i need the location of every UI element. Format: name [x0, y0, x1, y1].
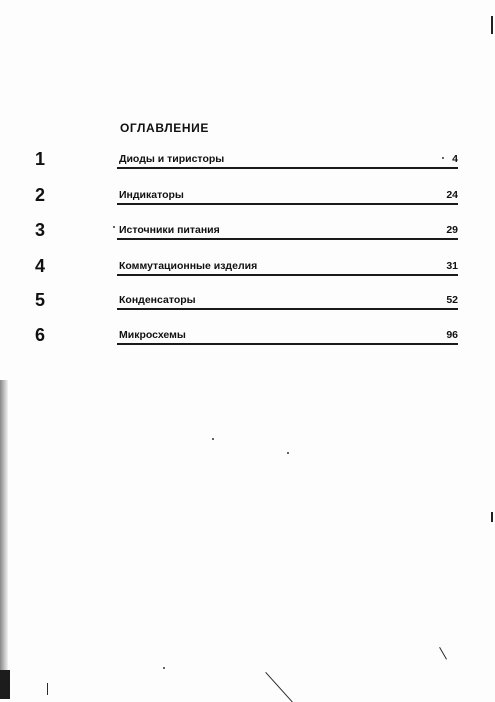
toc-entry-page: 24 [446, 189, 458, 201]
scan-speck [113, 226, 115, 228]
toc-entry-page: 29 [446, 224, 458, 236]
toc-entry-rule [117, 203, 458, 205]
toc-entry-rule [117, 343, 458, 345]
toc-entry[interactable] [0, 257, 495, 281]
scan-stroke [439, 647, 447, 660]
toc-entry[interactable] [0, 326, 495, 350]
toc-entry-label: Коммутационные изделия [119, 260, 258, 272]
toc-entry-label: Диоды и тиристоры [119, 153, 225, 165]
scan-mark [491, 512, 493, 522]
toc-entry[interactable] [0, 186, 495, 210]
toc-title: ОГЛАВЛЕНИЕ [120, 121, 210, 135]
toc-entry-rule [117, 308, 458, 310]
scan-stroke [265, 672, 293, 702]
scan-speck [212, 438, 214, 440]
scan-speck [442, 157, 444, 159]
scan-speck [163, 667, 165, 669]
toc-entry-number: 1 [34, 149, 45, 169]
toc-entry-page: 4 [452, 153, 458, 165]
toc-entry-number: 4 [34, 256, 45, 276]
toc-entry-label: Конденсаторы [119, 294, 196, 306]
toc-entry[interactable] [0, 150, 495, 174]
toc-entry[interactable] [0, 291, 495, 315]
scan-speck [287, 452, 289, 454]
toc-entry-page: 96 [446, 329, 458, 341]
scan-mark [491, 16, 493, 34]
toc-entry-rule [117, 167, 458, 169]
toc-entry-page: 52 [446, 294, 458, 306]
toc-entry-rule [117, 238, 458, 240]
toc-entry[interactable] [0, 221, 495, 245]
scan-edge-shadow [0, 380, 8, 699]
toc-entry-number: 2 [34, 185, 45, 205]
scan-corner-shadow [0, 670, 10, 699]
toc-entry-number: 5 [34, 290, 45, 310]
toc-entry-page: 31 [446, 260, 458, 272]
toc-entry-number: 3 [34, 220, 45, 240]
scan-stroke [47, 683, 48, 695]
toc-entry-number: 6 [34, 325, 45, 345]
toc-entry-label: Микросхемы [119, 329, 186, 341]
toc-entry-rule [117, 274, 458, 276]
toc-entry-label: Источники питания [119, 224, 220, 236]
toc-entry-label: Индикаторы [119, 189, 184, 201]
